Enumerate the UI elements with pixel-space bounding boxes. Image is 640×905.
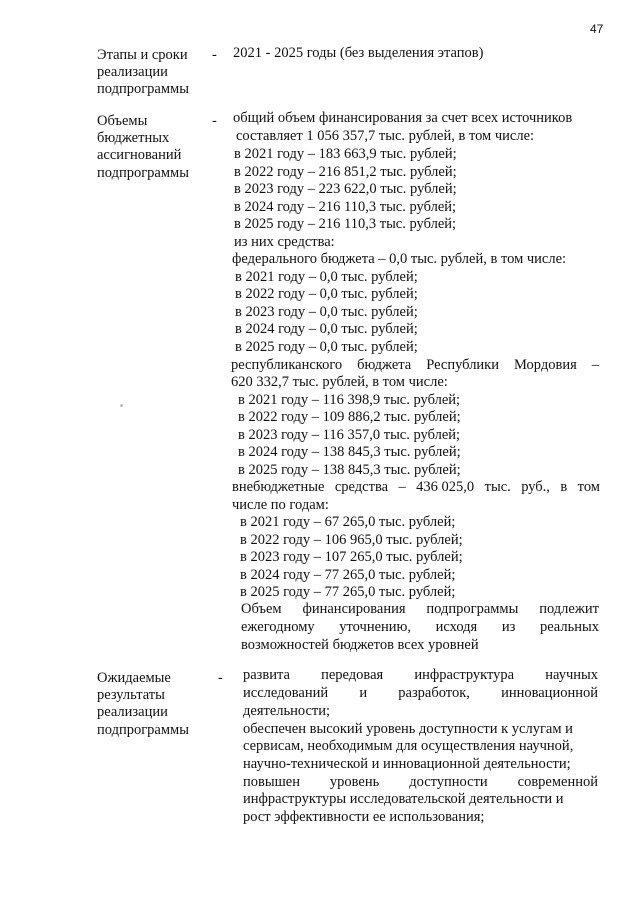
results-label [97,670,189,739]
word: руб., [521,479,550,495]
text-line: научно-технической и инновационной деятельности; [243,756,571,772]
word: исходя [435,619,478,635]
text-line: общий объем финансирования за счет всех источников [233,110,573,126]
word: бюджета [357,357,412,373]
text-line: в 2023 году – 107 265,0 тыс. рублей; [240,549,463,565]
text-line [231,357,599,374]
text-line: составляет 1 056 357,7 тыс. рублей, в том числе: [236,128,535,144]
text-line [243,667,598,684]
stages-value: 2021 - 2025 годы (без выделения этапов) [233,45,484,61]
text-line: в 2023 году – 116 357,0 тыс. рублей; [238,427,461,443]
label-line: результаты [97,687,165,704]
stages-label [97,47,189,99]
text-line: в 2024 году – 77 265,0 тыс. рублей; [240,567,456,583]
row-dash: - [212,113,217,129]
label-line: реализации [97,64,168,81]
label-line: Ожидаемые [97,670,171,686]
word: 436 025,0 [416,479,475,495]
text-line [243,685,598,702]
word: подлежит [539,601,599,617]
text-line: в 2021 году – 183 663,9 тыс. рублей; [234,146,457,162]
text-line: в 2025 году – 77 265,0 тыс. рублей; [240,584,456,600]
text-line: в 2021 году – 67 265,0 тыс. рублей; [240,514,456,530]
word: инфраструктура [414,667,515,683]
word: в [560,479,568,495]
row-dash: - [218,670,223,686]
text-line: рост эффективности ее использования; [243,809,485,825]
text-line [241,601,599,618]
text-line: в 2022 году – 0,0 тыс. рублей; [235,286,418,302]
label-line: Объемы [97,113,148,129]
word: Объем [241,601,282,617]
word: и [359,685,368,701]
word: научных [545,667,598,683]
text-line: федерального бюджета – 0,0 тыс. рублей, в том числе: [232,251,567,267]
text-line: в 2022 году – 216 851,2 тыс. рублей; [234,164,457,180]
word: Мордовия [514,357,577,373]
text-line: деятельности; [243,703,331,719]
word: уровень [329,774,380,790]
scan-speck [120,404,123,407]
text-line [241,619,599,636]
word: подпрограммы [426,601,519,617]
label-line: реализации [97,704,168,721]
word: – [398,479,406,495]
page-number: 47 [590,22,604,36]
word: том [577,479,600,495]
text-line: в 2025 году – 216 110,3 тыс. рублей; [234,216,457,232]
text-line [243,774,598,791]
word: тыс. [484,479,511,495]
text-line: в 2024 году – 216 110,3 тыс. рублей; [234,199,457,215]
text-line: в 2025 году – 0,0 тыс. рублей; [235,339,418,355]
word: – [591,357,599,373]
word: разработок, [398,685,470,701]
word: ежегодному [241,619,315,635]
text-line: в 2022 году – 109 886,2 тыс. рублей; [238,409,461,425]
label-line: подпрограммы [97,721,189,738]
budget-label [97,113,189,182]
word: республиканского [231,357,343,373]
label-line: бюджетных [97,130,170,147]
word: повышен [243,774,300,790]
text-line [232,479,600,496]
text-line: в 2021 году – 116 398,9 тыс. рублей; [238,392,461,408]
word: исследований [243,685,329,701]
text-line: обеспечен высокий уровень доступности к услугам и [243,721,573,737]
text-line: возможностей бюджетов всех уровней [241,637,479,653]
text-line: в 2023 году – 0,0 тыс. рублей; [235,304,418,320]
text-line: числе по годам: [232,497,329,513]
word: из [501,619,516,635]
text-line: в 2023 году – 223 622,0 тыс. рублей; [234,181,457,197]
word: финансирования [302,601,406,617]
text-line: инфраструктуры исследовательской деятельности и [243,791,564,807]
word: инновационной [501,685,598,701]
word: внебюджетные [232,479,325,495]
word: уточнению, [339,619,412,635]
label-line: ассигнований [97,147,182,164]
word: Республики [426,357,499,373]
label-line: подпрограммы [97,164,189,181]
row-dash: - [212,47,217,63]
text-line: сервисам, необходимым для осуществления научной, [243,738,574,754]
word: реальных [539,619,599,635]
word: средства [334,479,389,495]
text-line: в 2025 году – 138 845,3 тыс. рублей; [238,462,461,478]
word: передовая [321,667,384,683]
text-line: в 2024 году – 138 845,3 тыс. рублей; [238,444,461,460]
word: развита [243,667,290,683]
label-line: подпрограммы [97,81,189,98]
word: доступности [409,774,488,790]
text-line: 620 332,7 тыс. рублей, в том числе: [231,374,448,390]
text-line: в 2021 году – 0,0 тыс. рублей; [235,269,418,285]
text-line: в 2024 году – 0,0 тыс. рублей; [235,321,418,337]
text-line: из них средства: [234,234,335,250]
text-line: в 2022 году – 106 965,0 тыс. рублей; [240,532,463,548]
word: современной [517,774,598,790]
label-line: Этапы и сроки [97,47,188,63]
